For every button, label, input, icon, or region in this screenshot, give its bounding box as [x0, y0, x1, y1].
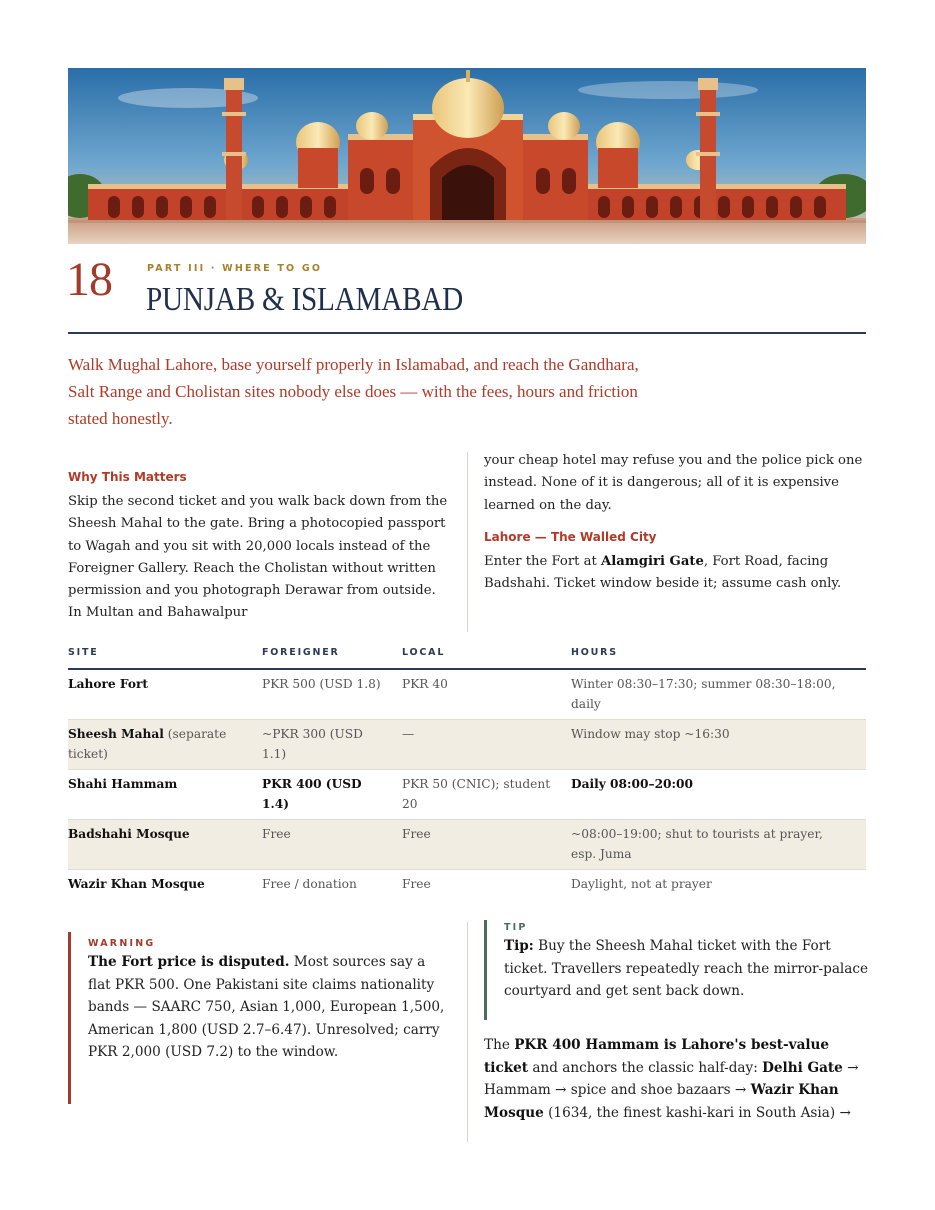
table-row	[68, 670, 866, 720]
table-row	[68, 820, 866, 870]
warning-body: The Fort price is disputed. Most sources say a flat PKR 500. One Pakistani site claims nationality bands — SAARC 750, Asian 1,000, European 1,500, American 1,800 (USD 2.7–6.47). Unresolved; carry PKR 2,000 (USD 7.2) to the window.	[88, 954, 445, 1060]
mosque-illustration	[68, 68, 866, 244]
fees-table	[68, 642, 866, 900]
header-site: SITE	[68, 647, 99, 658]
cell-hours: Window may stop ~16:30	[571, 727, 730, 741]
cell-hours: ~08:00–19:00; shut to tourists at prayer, esp. Juma	[571, 827, 823, 861]
cell-site: Sheesh Mahal (separate ticket)	[68, 727, 227, 761]
chapter-title: PUNJAB & ISLAMABAD	[146, 281, 464, 318]
why-body: Skip the second ticket and you walk back down from the Sheesh Mahal to the gate. Bring a photocopied passport to Wagah and you sit with 20,000 locals instead of the Foreigner Gallery. Reach the Cholistan without written permission and you photograph Derawar from outside. In Multan and Bahawalpur	[68, 494, 448, 621]
cell-site: Shahi Hammam	[68, 777, 178, 791]
cell-site: Lahore Fort	[68, 677, 149, 691]
cell-local: PKR 40	[402, 677, 448, 691]
table-row	[68, 770, 866, 820]
why-heading: Why This Matters	[68, 470, 187, 484]
walled-city-heading: Lahore — The Walled City	[484, 529, 657, 544]
cell-local: Free	[402, 827, 431, 841]
chapter-lede: Walk Mughal Lahore, base yourself properly in Islamabad, and reach the Gandhara, Salt Range and Cholistan sites nobody else does — with the fees, hours and friction stated honestly.	[68, 355, 639, 428]
table-row	[68, 720, 866, 770]
warning-label: WARNING	[88, 938, 156, 949]
cell-local: —	[402, 727, 415, 741]
why-section	[68, 467, 448, 625]
cell-foreigner: PKR 500 (USD 1.8)	[262, 677, 381, 691]
cell-hours: Winter 08:30–17:30; summer 08:30–18:00, daily	[571, 677, 836, 711]
title-rule	[68, 332, 866, 334]
header-local: LOCAL	[402, 647, 446, 658]
warning-callout	[68, 932, 451, 1104]
cell-foreigner: PKR 400 (USD 1.4)	[262, 777, 362, 811]
why-continued: your cheap hotel may refuse you and the police pick one instead. None of it is dangerous; all of it is expensive learned on the day.	[484, 453, 863, 513]
table-header	[68, 642, 866, 670]
cell-site: Badshahi Mosque	[68, 827, 190, 841]
cell-foreigner: Free	[262, 827, 291, 841]
column-divider	[467, 452, 468, 632]
cell-foreigner: Free / donation	[262, 877, 357, 891]
walled-city-body: Enter the Fort at Alamgiri Gate, Fort Road, facing Badshahi. Ticket window beside it; assume cash only.	[484, 553, 842, 592]
cell-site: Wazir Khan Mosque	[68, 877, 205, 891]
table-row	[68, 870, 866, 900]
hammam-paragraph: The PKR 400 Hammam is Lahore's best-value ticket and anchors the classic half-day: Delhi Gate → Hammam → spice and shoe bazaars → Wazir Khan Mosque (1634, the finest kashi-kari in South Asia) →	[484, 1037, 859, 1121]
cell-hours: Daily 08:00–20:00	[571, 777, 693, 791]
header-foreigner: FOREIGNER	[262, 647, 340, 658]
header-hours: HOURS	[571, 647, 618, 658]
chapter-kicker: PART III · WHERE TO GO	[147, 263, 323, 274]
column-two	[484, 450, 868, 595]
column-divider	[467, 922, 468, 1142]
chapter-number: 18	[66, 253, 112, 306]
tip-body: Tip: Buy the Sheesh Mahal ticket with the Fort ticket. Travellers repeatedly reach the mirror-palace courtyard and get sent back down.	[504, 938, 869, 999]
tip-label: TIP	[504, 922, 528, 933]
cell-hours: Daylight, not at prayer	[571, 877, 712, 891]
cell-local: PKR 50 (CNIC); student 20	[402, 777, 551, 811]
tip-callout	[484, 920, 871, 1020]
hero-image	[68, 68, 866, 244]
cell-local: Free	[402, 877, 431, 891]
cell-foreigner: ~PKR 300 (USD 1.1)	[262, 727, 363, 761]
